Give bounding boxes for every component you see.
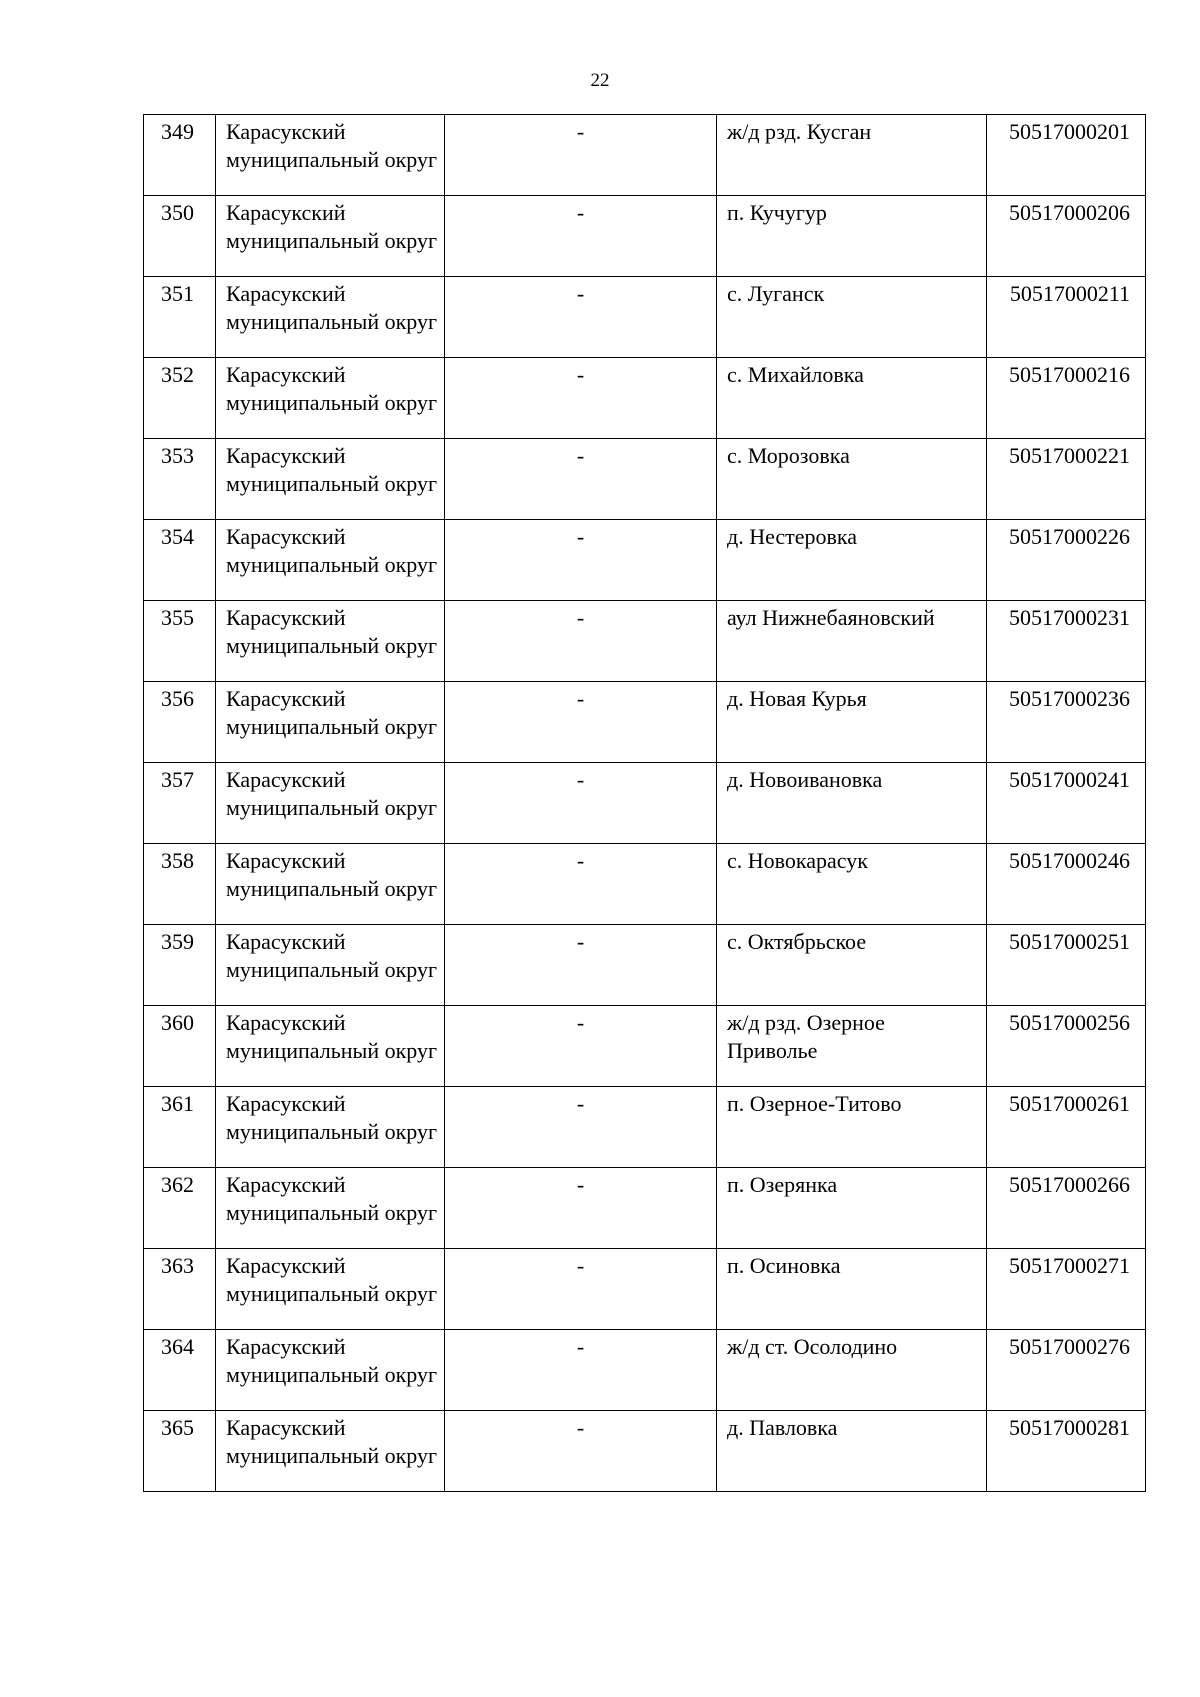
table-row (144, 1330, 1146, 1411)
settlement-name: ж/д ст. Осолодино (717, 1330, 987, 1411)
settlement-name: д. Павловка (717, 1411, 987, 1492)
subdivision: - (445, 196, 717, 277)
table-row (144, 439, 1146, 520)
settlement-name: ж/д рзд. Кусган (717, 115, 987, 196)
table-row (144, 844, 1146, 925)
row-number: 360 (144, 1006, 216, 1087)
district-name: Карасукский муниципальный округ (216, 277, 445, 358)
subdivision: - (445, 1006, 717, 1087)
row-number: 361 (144, 1087, 216, 1168)
district-name: Карасукский муниципальный округ (216, 196, 445, 277)
settlement-name: п. Озерное-Титово (717, 1087, 987, 1168)
oktmo-code: 50517000221 (987, 439, 1146, 520)
subdivision: - (445, 682, 717, 763)
oktmo-code: 50517000216 (987, 358, 1146, 439)
row-number: 362 (144, 1168, 216, 1249)
oktmo-code: 50517000256 (987, 1006, 1146, 1087)
subdivision: - (445, 925, 717, 1006)
row-number: 349 (144, 115, 216, 196)
row-number: 352 (144, 358, 216, 439)
subdivision: - (445, 520, 717, 601)
district-name: Карасукский муниципальный округ (216, 1006, 445, 1087)
settlement-name: с. Луганск (717, 277, 987, 358)
row-number: 364 (144, 1330, 216, 1411)
table-row (144, 358, 1146, 439)
row-number: 353 (144, 439, 216, 520)
subdivision: - (445, 844, 717, 925)
settlements-table (143, 114, 1146, 1492)
subdivision: - (445, 1168, 717, 1249)
table-row (144, 1411, 1146, 1492)
oktmo-code: 50517000231 (987, 601, 1146, 682)
oktmo-code: 50517000206 (987, 196, 1146, 277)
district-name: Карасукский муниципальный округ (216, 844, 445, 925)
row-number: 355 (144, 601, 216, 682)
row-number: 357 (144, 763, 216, 844)
table-row (144, 763, 1146, 844)
oktmo-code: 50517000281 (987, 1411, 1146, 1492)
subdivision: - (445, 358, 717, 439)
settlement-name: аул Нижнебаяновский (717, 601, 987, 682)
row-number: 351 (144, 277, 216, 358)
table-row (144, 1087, 1146, 1168)
settlement-name: п. Кучугур (717, 196, 987, 277)
row-number: 358 (144, 844, 216, 925)
settlement-name: ж/д рзд. Озерное Приволье (717, 1006, 987, 1087)
oktmo-code: 50517000251 (987, 925, 1146, 1006)
oktmo-code: 50517000201 (987, 115, 1146, 196)
row-number: 359 (144, 925, 216, 1006)
district-name: Карасукский муниципальный округ (216, 1168, 445, 1249)
subdivision: - (445, 1249, 717, 1330)
district-name: Карасукский муниципальный округ (216, 925, 445, 1006)
row-number: 356 (144, 682, 216, 763)
oktmo-code: 50517000211 (987, 277, 1146, 358)
settlement-name: д. Новая Курья (717, 682, 987, 763)
settlement-name: д. Нестеровка (717, 520, 987, 601)
table-row (144, 1006, 1146, 1087)
row-number: 350 (144, 196, 216, 277)
settlement-name: с. Октябрьское (717, 925, 987, 1006)
oktmo-code: 50517000271 (987, 1249, 1146, 1330)
row-number: 354 (144, 520, 216, 601)
subdivision: - (445, 277, 717, 358)
subdivision: - (445, 1087, 717, 1168)
district-name: Карасукский муниципальный округ (216, 1330, 445, 1411)
district-name: Карасукский муниципальный округ (216, 115, 445, 196)
subdivision: - (445, 439, 717, 520)
table-row (144, 682, 1146, 763)
table-row (144, 601, 1146, 682)
settlement-name: п. Осиновка (717, 1249, 987, 1330)
district-name: Карасукский муниципальный округ (216, 439, 445, 520)
oktmo-code: 50517000241 (987, 763, 1146, 844)
table-row (144, 925, 1146, 1006)
settlement-name: д. Новоивановка (717, 763, 987, 844)
table-row (144, 277, 1146, 358)
subdivision: - (445, 115, 717, 196)
oktmo-code: 50517000226 (987, 520, 1146, 601)
subdivision: - (445, 1411, 717, 1492)
oktmo-code: 50517000261 (987, 1087, 1146, 1168)
table-row (144, 196, 1146, 277)
district-name: Карасукский муниципальный округ (216, 763, 445, 844)
district-name: Карасукский муниципальный округ (216, 358, 445, 439)
table-row (144, 1168, 1146, 1249)
district-name: Карасукский муниципальный округ (216, 601, 445, 682)
subdivision: - (445, 601, 717, 682)
oktmo-code: 50517000276 (987, 1330, 1146, 1411)
district-name: Карасукский муниципальный округ (216, 1411, 445, 1492)
row-number: 363 (144, 1249, 216, 1330)
table-body (144, 115, 1146, 1492)
oktmo-code: 50517000266 (987, 1168, 1146, 1249)
table-row (144, 115, 1146, 196)
page-number: 22 (590, 70, 610, 91)
district-name: Карасукский муниципальный округ (216, 520, 445, 601)
settlement-name: с. Морозовка (717, 439, 987, 520)
district-name: Карасукский муниципальный округ (216, 682, 445, 763)
subdivision: - (445, 763, 717, 844)
settlement-name: с. Новокарасук (717, 844, 987, 925)
district-name: Карасукский муниципальный округ (216, 1087, 445, 1168)
settlement-name: п. Озерянка (717, 1168, 987, 1249)
oktmo-code: 50517000246 (987, 844, 1146, 925)
oktmo-code: 50517000236 (987, 682, 1146, 763)
subdivision: - (445, 1330, 717, 1411)
table-row (144, 1249, 1146, 1330)
settlement-name: с. Михайловка (717, 358, 987, 439)
table-row (144, 520, 1146, 601)
row-number: 365 (144, 1411, 216, 1492)
district-name: Карасукский муниципальный округ (216, 1249, 445, 1330)
